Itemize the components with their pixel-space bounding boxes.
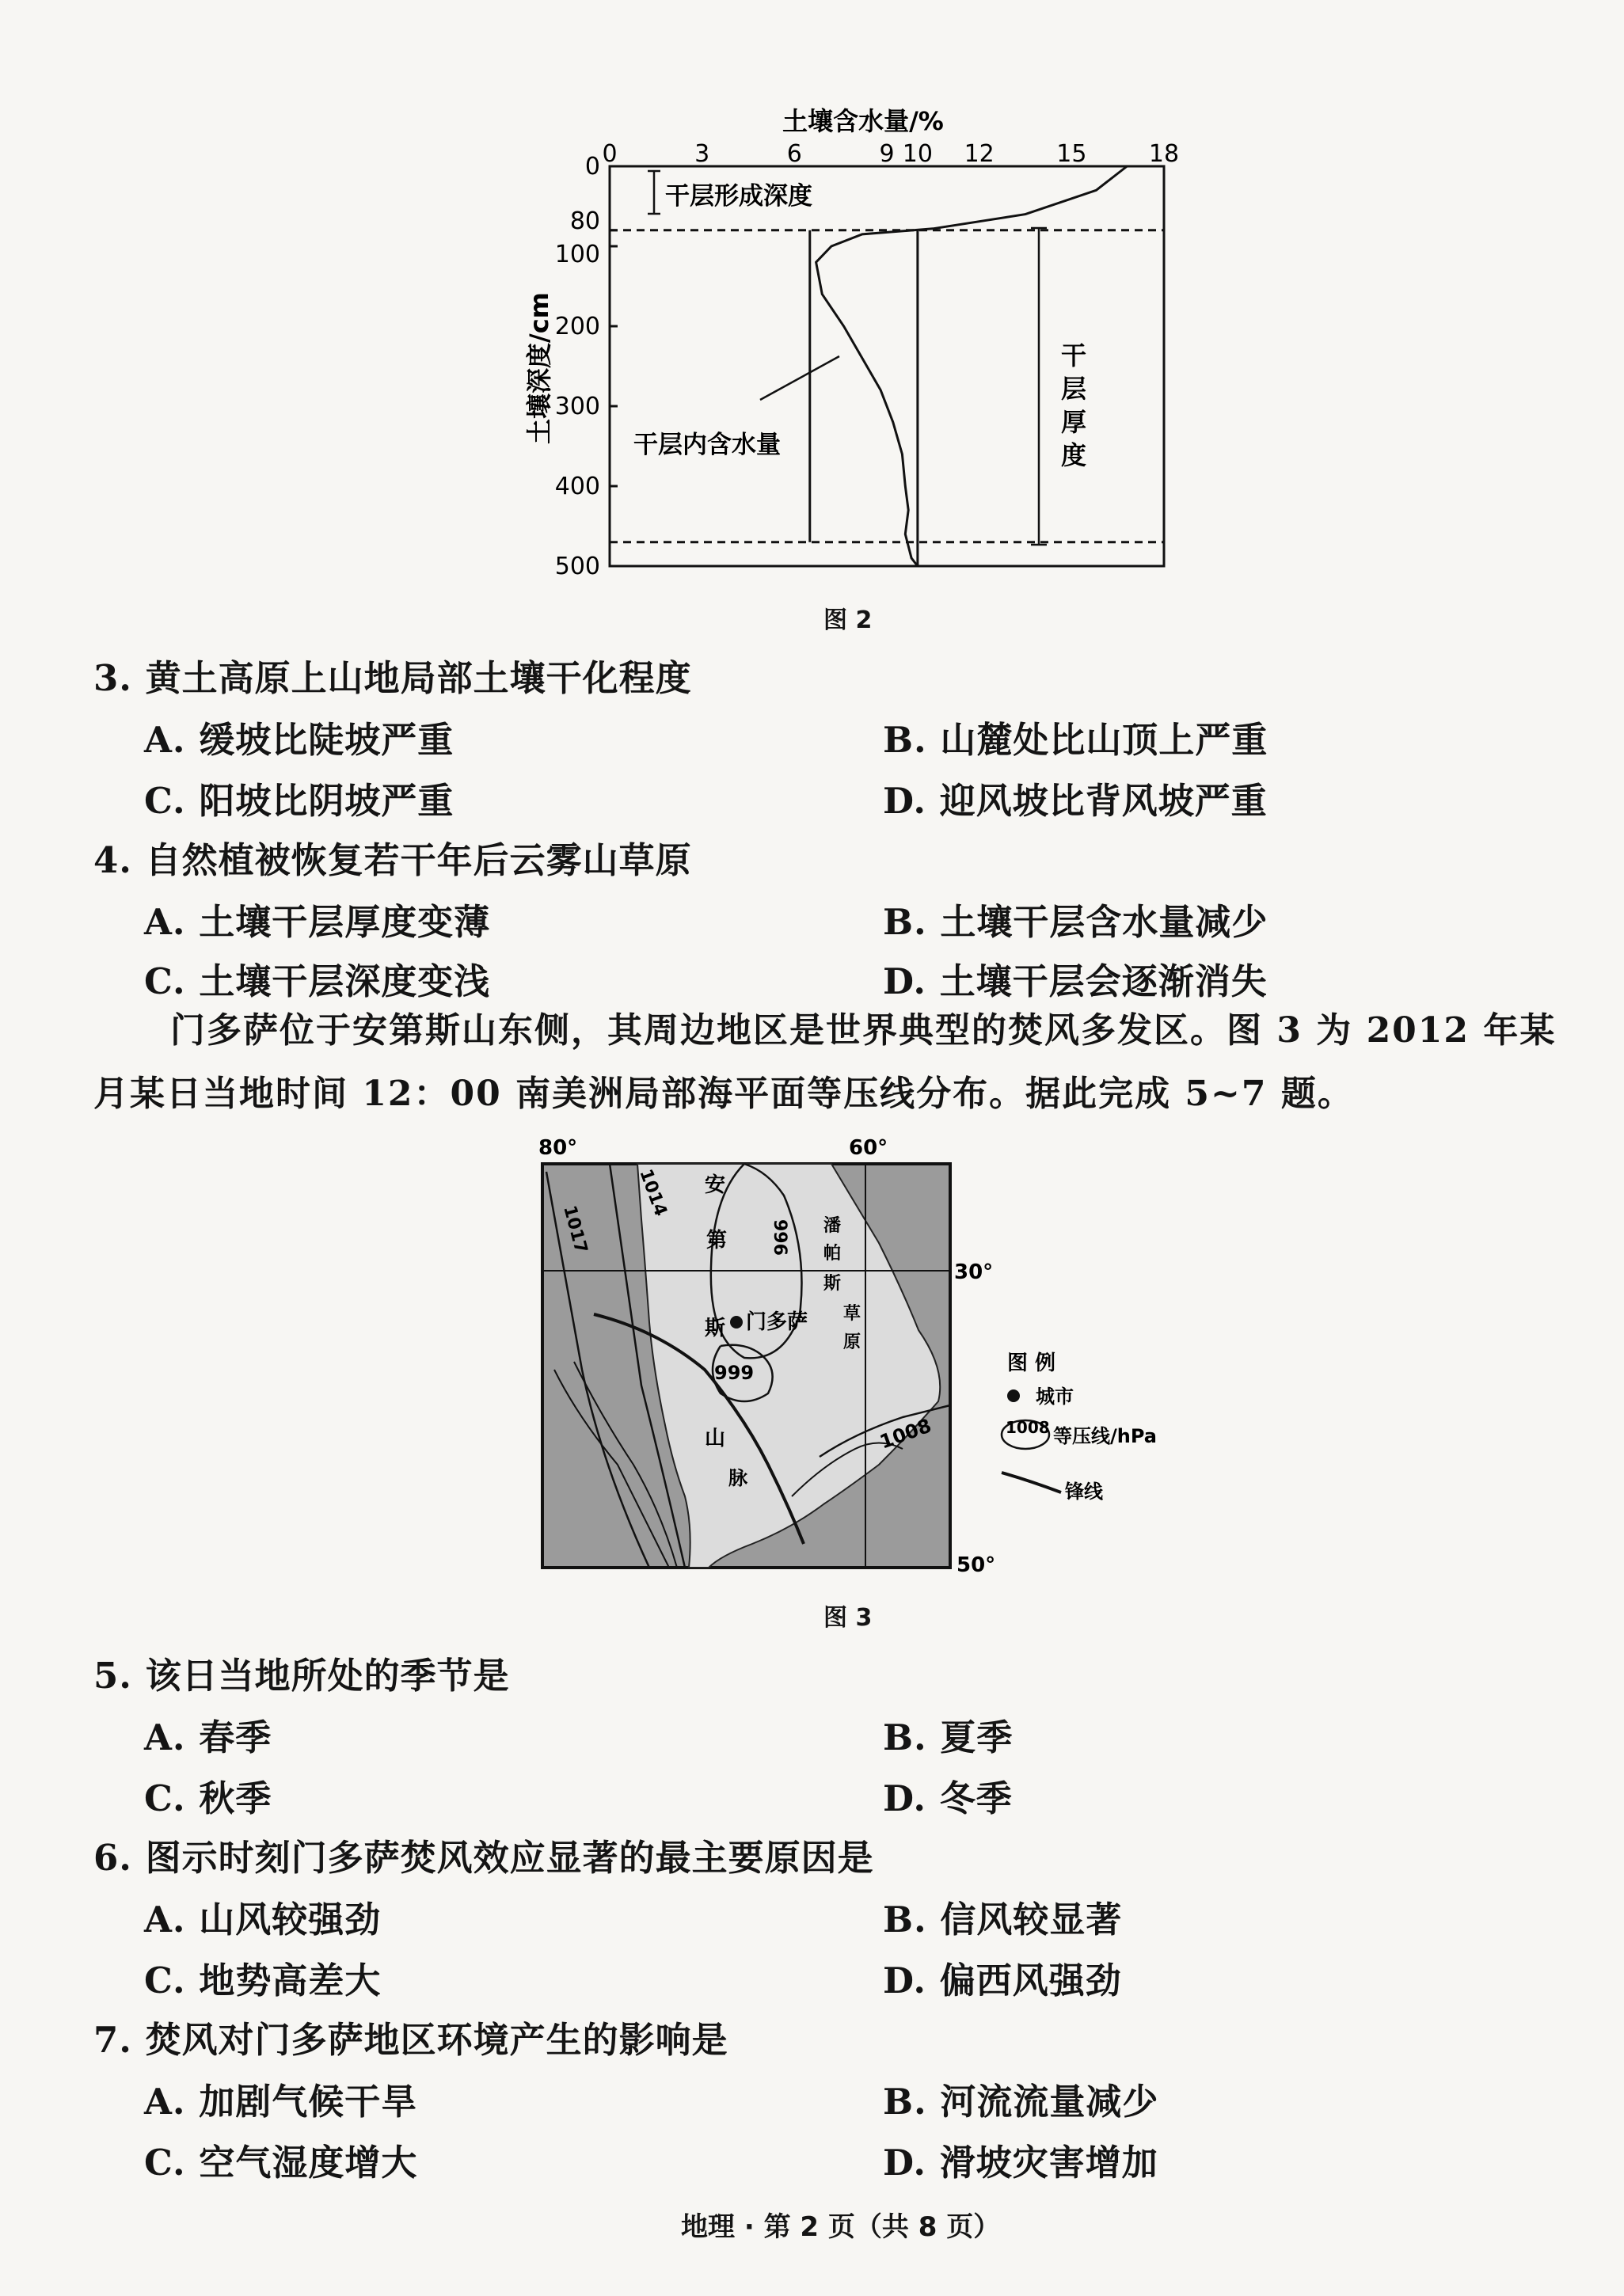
plain-label-4: 草 [843, 1304, 861, 1324]
x-tick-label: 15 [1056, 140, 1087, 168]
question-7-option-b[interactable]: B. 河流流量减少 [883, 2081, 1159, 2123]
x-tick-labels [602, 140, 1179, 168]
question-7-option-a[interactable]: A. 加剧气候干旱 [144, 2081, 418, 2123]
intro-line-2: 月某日当地时间 12：00 南美洲局部海平面等压线分布。据此完成 5~7 题。 [93, 1074, 1354, 1114]
isobar-label-1014: 1014 [635, 1166, 671, 1219]
legend-isobar-label: 等压线/hPa [1053, 1425, 1157, 1447]
page-footer: 地理 · 第 2 页（共 8 页） [681, 2211, 1001, 2243]
isobar-label-1008: 1008 [877, 1414, 934, 1454]
y-tick-label: 300 [554, 393, 600, 420]
x-tick-label: 6 [786, 140, 802, 168]
question-6-option-a[interactable]: A. 山风较强劲 [144, 1899, 382, 1941]
andes-label-3: 斯 [705, 1317, 726, 1340]
figure-3-caption: 图 3 [823, 1604, 873, 1632]
legend-front-sample [1002, 1473, 1061, 1492]
andes-label-4: 山 [705, 1427, 726, 1450]
y-tick-label: 100 [554, 241, 600, 268]
lon-label-60: 60° [849, 1136, 888, 1160]
sea-label: 脉 [728, 1467, 747, 1489]
city-mendoza-label: 门多萨 [746, 1310, 808, 1334]
isobar-label-999: 999 [714, 1362, 755, 1384]
question-4-option-a[interactable]: A. 土壤干层厚度变薄 [144, 901, 491, 943]
lon-label-80: 80° [538, 1136, 578, 1160]
plain-label-5: 原 [843, 1332, 861, 1352]
y-tick-label: 0 [584, 153, 600, 181]
question-5-option-b[interactable]: B. 夏季 [883, 1716, 1014, 1758]
intro-line-1: 门多萨位于安第斯山东侧，其周边地区是世界典型的焚风多发区。图 3 为 2012 年某 [170, 1010, 1557, 1051]
question-5-option-a[interactable]: A. 春季 [144, 1716, 272, 1758]
x-tick-label: 12 [964, 140, 995, 168]
question-3-option-c[interactable]: C. 阳坡比阴坡严重 [144, 780, 454, 822]
y-axis-title: 土壤深度/cm [524, 291, 554, 445]
isobar-label-1017: 1017 [559, 1203, 591, 1256]
legend-isobar-sample-value: 1008 [1006, 1418, 1050, 1437]
label-dry-thickness-1: 干 [1061, 340, 1087, 371]
question-4-option-b[interactable]: B. 土壤干层含水量减少 [883, 901, 1268, 943]
plain-label-1: 潘 [823, 1216, 842, 1236]
x-tick-label: 18 [1148, 140, 1180, 168]
question-6-stem: 6. 图示时刻门多萨焚风效应显著的最主要原因是 [93, 1837, 874, 1879]
plain-label-2: 帕 [823, 1244, 842, 1264]
legend-city-marker [1007, 1389, 1020, 1402]
y-tick-label: 400 [554, 473, 600, 500]
question-5-option-c[interactable]: C. 秋季 [144, 1777, 272, 1819]
figure-2-chart [507, 95, 1219, 610]
question-5-stem: 5. 该日当地所处的季节是 [93, 1655, 510, 1697]
figure-2-caption: 图 2 [823, 606, 873, 634]
question-3-option-a[interactable]: A. 缓坡比陡坡严重 [144, 719, 454, 761]
question-7-option-c[interactable]: C. 空气湿度增大 [144, 2142, 418, 2184]
question-7-option-d[interactable]: D. 滑坡灾害增加 [883, 2142, 1158, 2184]
x-tick-label: 0 [602, 140, 618, 168]
label-dry-depth: 干层形成深度 [665, 182, 812, 211]
andes-label-1: 安 [705, 1173, 726, 1197]
x-tick-label: 10 [902, 140, 933, 168]
question-4-option-c[interactable]: C. 土壤干层深度变浅 [144, 960, 491, 1002]
x-tick-label: 9 [879, 140, 895, 168]
question-6-option-d[interactable]: D. 偏西风强劲 [883, 1960, 1122, 2001]
question-6-option-c[interactable]: C. 地势高差大 [144, 1960, 382, 2001]
question-4-stem: 4. 自然植被恢复若干年后云雾山草原 [93, 839, 692, 881]
question-4-option-d[interactable]: D. 土壤干层会逐渐消失 [883, 960, 1268, 1002]
lat-label-30: 30° [954, 1260, 994, 1284]
label-dry-thickness-4: 度 [1061, 440, 1087, 470]
label-dry-thickness-2: 层 [1061, 374, 1087, 404]
lat-label-50: 50° [957, 1553, 996, 1577]
question-5-option-d[interactable]: D. 冬季 [883, 1777, 1013, 1819]
legend-front-label: 锋线 [1065, 1481, 1103, 1503]
dry-water-pointer [760, 356, 839, 400]
question-3-option-b[interactable]: B. 山麓处比山顶上严重 [883, 719, 1268, 761]
x-tick-label: 3 [694, 140, 710, 168]
question-3-stem: 3. 黄土高原上山地局部土壤干化程度 [93, 657, 692, 699]
andes-label-2: 第 [706, 1229, 728, 1253]
isobar-label-996: 996 [770, 1219, 789, 1256]
label-dry-thickness-3: 厚 [1061, 407, 1087, 437]
question-7-stem: 7. 焚风对门多萨地区环境产生的影响是 [93, 2019, 728, 2061]
y-tick-labels [555, 153, 600, 580]
legend-city-label: 城市 [1036, 1386, 1074, 1408]
city-mendoza-marker[interactable] [730, 1316, 743, 1329]
x-axis-title: 土壤含水量/% [782, 106, 944, 136]
legend-title: 图 例 [1007, 1351, 1056, 1375]
question-6-option-b[interactable]: B. 信风较显著 [883, 1899, 1123, 1941]
figure-3-map [507, 1132, 1299, 1583]
label-dry-water: 干层内含水量 [633, 431, 781, 459]
plain-label-3: 斯 [823, 1274, 842, 1294]
y-tick-label: 80 [569, 207, 600, 235]
y-tick-label: 500 [554, 553, 600, 580]
y-tick-label: 200 [554, 313, 600, 340]
question-3-option-d[interactable]: D. 迎风坡比背风坡严重 [883, 780, 1268, 822]
